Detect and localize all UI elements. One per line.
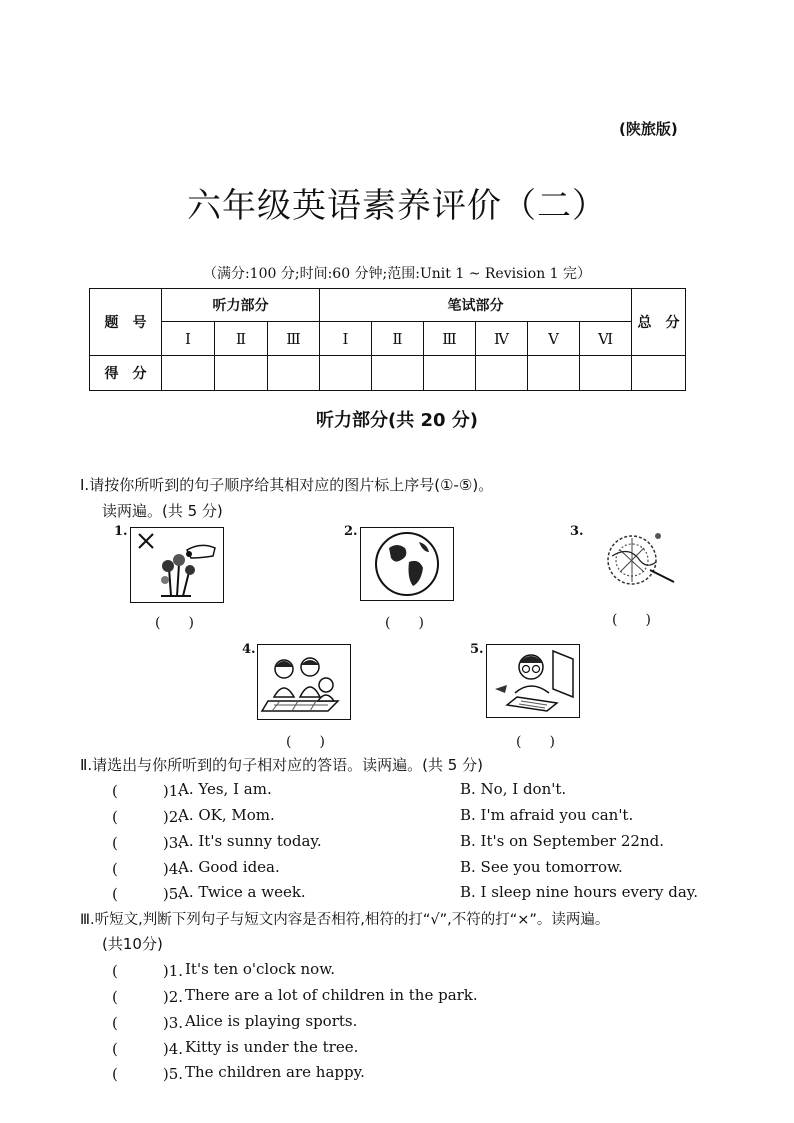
option-a: A. It's sunny today. (178, 832, 322, 850)
score-cell[interactable] (372, 356, 424, 391)
written-col: Ⅳ (476, 322, 528, 356)
written-col: Ⅰ (320, 322, 372, 356)
listening-col: Ⅰ (162, 322, 215, 356)
answer-blank[interactable]: ( ) (516, 734, 555, 750)
score-cell[interactable] (476, 356, 528, 391)
part3-instruction-2: (共10分) (102, 935, 163, 953)
picture-number: 3. (570, 524, 584, 539)
picture-1-frame (130, 527, 224, 603)
answer-blank[interactable]: ( )5. (112, 885, 184, 903)
option-a: A. OK, Mom. (178, 806, 275, 824)
score-cell[interactable] (268, 356, 320, 391)
answer-blank[interactable]: ( ) (286, 734, 325, 750)
answer-blank[interactable]: ( )3. (112, 1014, 184, 1032)
answer-blank[interactable]: ( )1. (112, 782, 184, 800)
option-b: B. No, I don't. (460, 780, 567, 798)
answer-blank[interactable]: ( ) (155, 615, 194, 631)
picture-4-frame (257, 644, 351, 720)
score-cell[interactable] (215, 356, 268, 391)
written-col: Ⅵ (580, 322, 632, 356)
answer-blank[interactable]: ( )1. (112, 962, 184, 980)
option-b: B. It's on September 22nd. (460, 832, 664, 850)
family-picnic-icon (258, 645, 350, 719)
no-picking-flowers-icon (131, 528, 223, 602)
score-cell[interactable] (632, 356, 686, 391)
statement: Kitty is under the tree. (185, 1038, 359, 1056)
total-header: 总 分 (632, 289, 686, 356)
option-a: A. Yes, I am. (178, 780, 272, 798)
option-b: B. I sleep nine hours every day. (460, 883, 699, 901)
boy-writing-icon (487, 645, 579, 717)
statement: There are a lot of children in the park. (185, 986, 478, 1004)
edition-label: (陕旅版) (619, 120, 678, 138)
statement: Alice is playing sports. (185, 1012, 358, 1030)
option-b: B. See you tomorrow. (460, 858, 623, 876)
option-a: A. Good idea. (178, 858, 280, 876)
option-a: A. Twice a week. (178, 883, 306, 901)
written-col: Ⅱ (372, 322, 424, 356)
answer-blank[interactable]: ( )5. (112, 1065, 184, 1083)
listening-col: Ⅱ (215, 322, 268, 356)
written-group-header: 笔试部分 (320, 289, 632, 322)
picture-number: 4. (242, 642, 256, 657)
answer-blank[interactable]: ( )4. (112, 860, 184, 878)
part1-instruction-2: 读两遍。(共 5 分) (102, 502, 223, 520)
listening-group-header: 听力部分 (162, 289, 320, 322)
answer-blank[interactable]: ( )4. (112, 1040, 184, 1058)
statement: It's ten o'clock now. (185, 960, 336, 978)
answer-blank[interactable]: ( )3. (112, 834, 184, 852)
spinning-wheel-icon (598, 526, 680, 596)
score-cell[interactable] (424, 356, 476, 391)
picture-5-frame (486, 644, 580, 718)
items-row-label: 题 号 (90, 289, 162, 356)
score-cell[interactable] (162, 356, 215, 391)
statement: The children are happy. (185, 1063, 365, 1081)
picture-3-frame (598, 526, 680, 596)
part2-instruction: Ⅱ.请选出与你所听到的句子相对应的答语。读两遍。(共 5 分) (80, 756, 483, 774)
score-row-label: 得 分 (90, 356, 162, 391)
listening-col: Ⅲ (268, 322, 320, 356)
score-cell[interactable] (580, 356, 632, 391)
option-b: B. I'm afraid you can't. (460, 806, 634, 824)
written-col: Ⅲ (424, 322, 476, 356)
picture-number: 5. (470, 642, 484, 657)
picture-2-frame (360, 527, 454, 601)
earth-globe-icon (361, 528, 453, 600)
page-title: 六年级英语素养评价（二） (187, 186, 607, 226)
part3-instruction: Ⅲ.听短文,判断下列句子与短文内容是否相符,相符的打“√”,不符的打“×”。读两遍。 (80, 912, 610, 928)
written-col: Ⅴ (528, 322, 580, 356)
score-cell[interactable] (320, 356, 372, 391)
score-table (89, 288, 686, 391)
answer-blank[interactable]: ( ) (612, 612, 651, 628)
answer-blank[interactable]: ( )2. (112, 808, 184, 826)
answer-blank[interactable]: ( ) (385, 615, 424, 631)
score-cell[interactable] (528, 356, 580, 391)
picture-number: 1. (114, 524, 128, 539)
listening-section-title: 听力部分(共 20 分) (315, 410, 479, 431)
exam-info: （满分:100 分;时间:60 分钟;范围:Unit 1 ~ Revision 1 完） (202, 266, 592, 282)
part1-instruction: Ⅰ.请按你所听到的句子顺序给其相对应的图片标上序号(①-⑤)。 (80, 476, 494, 494)
picture-number: 2. (344, 524, 358, 539)
answer-blank[interactable]: ( )2. (112, 988, 184, 1006)
